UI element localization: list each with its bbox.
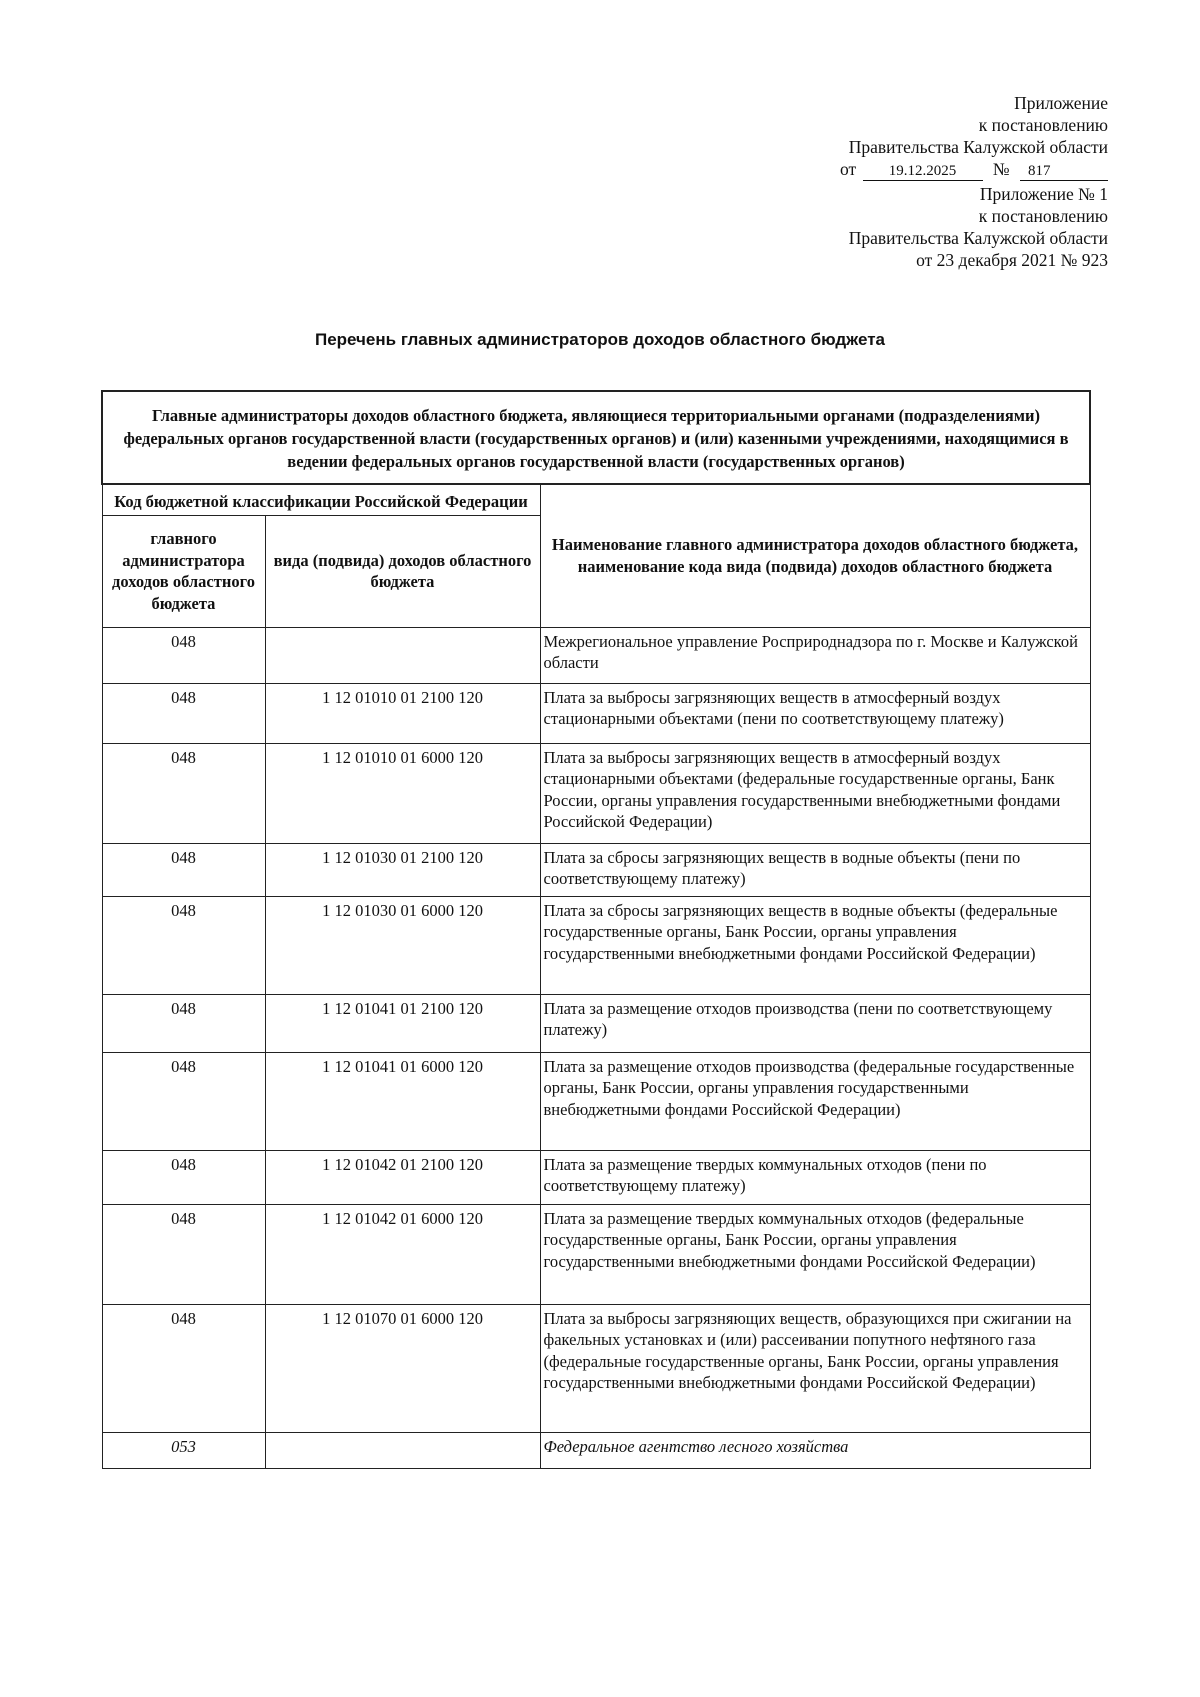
government-label-2: Правительства Калужской области (848, 228, 1108, 248)
admin-code-cell: 048 (102, 743, 265, 843)
name-cell: Межрегиональное управление Росприроднадзора по г. Москве и Калужской области (540, 627, 1090, 683)
table-row (102, 1204, 1090, 1304)
name-cell: Плата за выбросы загрязняющих веществ, образующихся при сжигании на факельных установках и (или) рассеивании попутного нефтяного газа (федеральные государственные органы, Банк России, органы управления государственными внебюджетными фондами Российской Федерации) (540, 1304, 1090, 1432)
admin-code-cell: 048 (102, 627, 265, 683)
revenue-code-cell: 1 12 01041 01 6000 120 (265, 1052, 540, 1150)
table-row (102, 627, 1090, 683)
revenue-code-cell (265, 627, 540, 683)
document-title: Перечень главных администраторов доходов областного бюджета (314, 330, 886, 349)
name-cell: Плата за сбросы загрязняющих веществ в водные объекты (пени по соответствующему платежу) (540, 843, 1090, 896)
to-resolution-label-2: к постановлению (978, 206, 1108, 226)
date-number-line (688, 158, 1108, 181)
resolution-number: 817 (1020, 162, 1108, 181)
table-row (102, 743, 1090, 843)
admin-code-cell: 053 (102, 1432, 265, 1468)
table-row (102, 1432, 1090, 1468)
revenue-code-cell: 1 12 01010 01 6000 120 (265, 743, 540, 843)
admin-code-cell: 048 (102, 1052, 265, 1150)
name-cell: Плата за выбросы загрязняющих веществ в атмосферный воздух стационарными объектами (пени по соответствующему платежу) (540, 683, 1090, 743)
admin-code-column-header: главного администратора доходов областного бюджета (102, 515, 265, 627)
admin-code-cell: 048 (102, 1304, 265, 1432)
resolution-date: 19.12.2025 (863, 162, 983, 181)
table-row (102, 1304, 1090, 1432)
admin-code-cell: 048 (102, 843, 265, 896)
admin-code-cell: 048 (102, 1204, 265, 1304)
admin-code-cell: 048 (102, 683, 265, 743)
name-cell: Плата за выбросы загрязняющих веществ в атмосферный воздух стационарными объектами (федеральные государственные органы, Банк России, органы управления государственными внебюджетными фондами Российской Федерации) (540, 743, 1090, 843)
table-row (102, 843, 1090, 896)
appendix-label: Приложение (1014, 93, 1108, 113)
admin-code-cell: 048 (102, 896, 265, 994)
original-date-label: от 23 декабря 2021 № 923 (916, 250, 1108, 270)
revenue-code-cell: 1 12 01042 01 2100 120 (265, 1150, 540, 1204)
revenue-code-cell (265, 1432, 540, 1468)
name-cell: Плата за сбросы загрязняющих веществ в водные объекты (федеральные государственные органы, Банк России, органы управления государственными внебюджетными фондами Российской Федерации) (540, 896, 1090, 994)
name-cell: Плата за размещение твердых коммунальных отходов (федеральные государственные органы, Банк России, органы управления государственными внебюджетными фондами Российской Федерации) (540, 1204, 1090, 1304)
revenue-code-cell: 1 12 01041 01 2100 120 (265, 994, 540, 1052)
revenue-code-column-header: вида (подвида) доходов областного бюджета (265, 515, 540, 627)
table-banner: Главные администраторы доходов областного бюджета, являющиеся территориальными органами (подразделениями) федеральных органов государственной власти (государственных органов) и (или) казенными учреждениями, находящимися в ведении федеральных органов государственной власти (государственных органов) (102, 391, 1090, 484)
name-cell: Плата за размещение отходов производства (пени по соответствующему платежу) (540, 994, 1090, 1052)
number-prefix: № (992, 159, 1010, 179)
admin-code-cell: 048 (102, 1150, 265, 1204)
name-cell: Федеральное агентство лесного хозяйства (540, 1432, 1090, 1468)
revenue-code-cell: 1 12 01042 01 6000 120 (265, 1204, 540, 1304)
to-resolution-label: к постановлению (978, 115, 1108, 135)
table-row (102, 896, 1090, 994)
revenue-code-cell: 1 12 01070 01 6000 120 (265, 1304, 540, 1432)
table-row (102, 994, 1090, 1052)
name-column-header: Наименование главного администратора доходов областного бюджета, наименование кода вида (подвида) доходов областного бюджета (540, 484, 1090, 627)
revenue-code-cell: 1 12 01010 01 2100 120 (265, 683, 540, 743)
name-cell: Плата за размещение отходов производства (федеральные государственные органы, Банк России, органы управления государственными внебюджетными фондами Российской Федерации) (540, 1052, 1090, 1150)
revenue-code-cell: 1 12 01030 01 6000 120 (265, 896, 540, 994)
document-header (688, 92, 1108, 271)
date-prefix: от (840, 159, 857, 179)
name-cell: Плата за размещение твердых коммунальных отходов (пени по соответствующему платежу) (540, 1150, 1090, 1204)
revenue-code-cell: 1 12 01030 01 2100 120 (265, 843, 540, 896)
table-row (102, 683, 1090, 743)
government-label: Правительства Калужской области (848, 137, 1108, 157)
admin-code-cell: 048 (102, 994, 265, 1052)
code-group-header: Код бюджетной классификации Российской Федерации (102, 484, 540, 515)
table-row (102, 1150, 1090, 1204)
revenue-administrators-table (101, 390, 1091, 1469)
table-row (102, 1052, 1090, 1150)
appendix-1-label: Приложение № 1 (979, 184, 1108, 204)
